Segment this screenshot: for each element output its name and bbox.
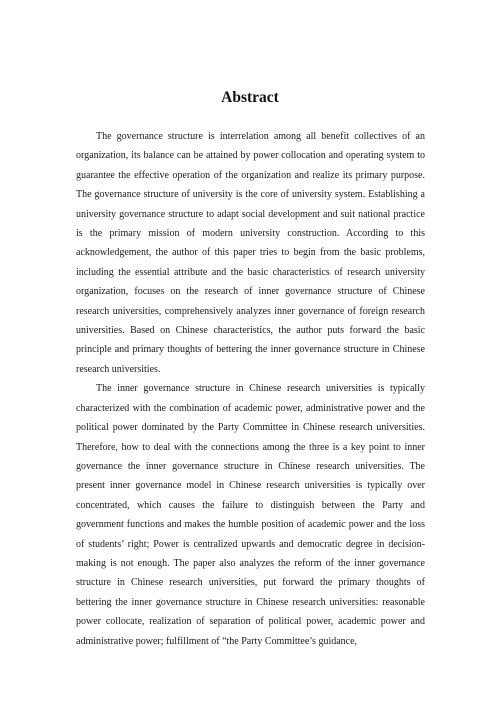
page-title: Abstract [221, 89, 279, 106]
abstract-paragraph-2: The inner governance structure in Chinese research universities is typically characterized with the combination of academic power, administrative power and the political power dominated by the Party Committee in Chinese research universities. Therefore, how to deal with the connections among the three is a key point to inner governance the inner governance structure in Chinese research universities. The present inner governance model in Chinese research universities is typically over concentrated, which causes the failure to distinguish between the Party and government functions and makes the humble position of academic power and the loss of students’ right; Power is centralized upwards and democratic degree in decision-making is not enough. The paper also analyzes the reform of the inner governance structure in Chinese research universities, put forward the primary thoughts of bettering the inner governance structure in Chinese research universities: reasonable power collocate, realization of separation of political power, academic power and administrative power; fulfillment of “the Party Committee’s guidance, [76, 383, 425, 647]
abstract-body [76, 127, 425, 651]
abstract-paragraph-1: The governance structure is interrelation among all benefit collectives of an organization, its balance can be attained by power collocation and operating system to guarantee the effective operation of the organization and realize its primary purpose. The governance structure of university is the core of university system. Establishing a university governance structure to adapt social development and suit national practice is the primary mission of modern university construction. According to this acknowledgement, the author of this paper tries to begin from the basic problems, including the essential attribute and the basic characteristics of research university organization, focuses on the research of inner governance structure of Chinese research universities, comprehensively analyzes inner governance of foreign research universities. Based on Chinese characteristics, the author puts forward the basic principle and primary thoughts of bettering the inner governance structure in Chinese research universities. [76, 131, 425, 375]
